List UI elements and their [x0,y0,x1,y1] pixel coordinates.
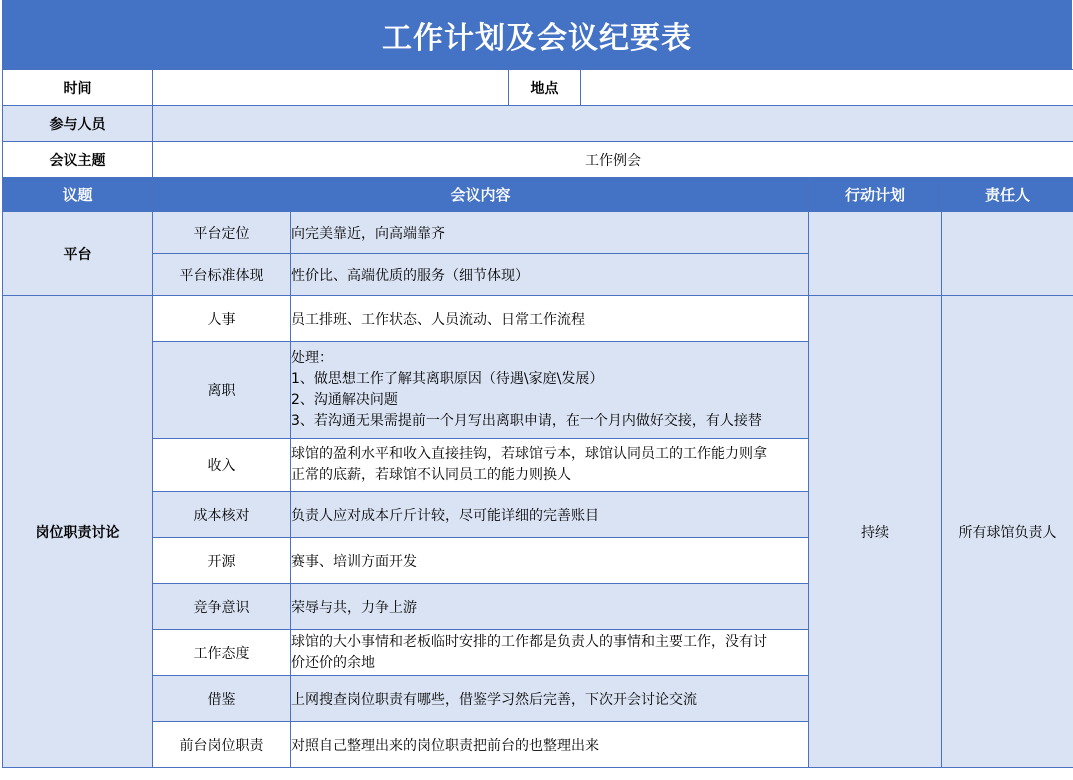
content-line: 3、若沟通无果需提前一个月写出离职申请，在一个月内做好交接，有人接替 [291,413,762,429]
owner-cell[interactable] [942,212,1073,296]
header-content: 会议内容 [153,178,809,212]
content-cell[interactable]: 上网搜查岗位职责有哪些，借鉴学习然后完善，下次开会讨论交流 [291,676,809,722]
content-cell[interactable]: 向完美靠近，向高端靠齐 [291,212,809,254]
header-agenda: 议题 [3,178,153,212]
content-line: 2、沟通解决问题 [291,392,398,408]
content-line: 球馆的大小事情和老板临时安排的工作都是负责人的事情和主要工作，没有讨 [291,633,767,650]
content-cell[interactable]: 负责人应对成本斤斤计较，尽可能详细的完善账目 [291,492,809,538]
place-label: 地点 [509,70,581,106]
content-cell[interactable] [291,342,809,439]
action-cell[interactable] [809,212,942,296]
participants-label: 参与人员 [3,106,153,142]
sub-topic: 平台定位 [153,212,291,254]
section-name: 岗位职责讨论 [3,296,153,768]
place-value-cell[interactable] [581,70,1073,106]
content-cell[interactable] [291,439,809,492]
sub-topic: 成本核对 [153,492,291,538]
time-label: 时间 [3,70,153,106]
sub-topic: 收入 [153,439,291,492]
content-cell[interactable]: 荣辱与共，力争上游 [291,584,809,630]
section-name: 平台 [3,212,153,296]
topic-label: 会议主题 [3,142,153,178]
topic-value-cell[interactable]: 工作例会 [153,142,1073,178]
participants-value-cell[interactable] [153,106,1073,142]
content-cell[interactable]: 对照自己整理出来的岗位职责把前台的也整理出来 [291,722,809,768]
content-cell[interactable]: 员工排班、工作状态、人员流动、日常工作流程 [291,296,809,342]
content-line: 正常的底薪，若球馆不认同员工的能力则换人 [291,467,571,483]
sub-topic: 前台岗位职责 [153,722,291,768]
sub-topic: 离职 [153,342,291,439]
sub-topic: 人事 [153,296,291,342]
content-line: 球馆的盈利水平和收入直接挂钩，若球馆亏本，球馆认同员工的工作能力则拿 [291,446,767,462]
content-line: 处理： [291,350,333,366]
action-cell[interactable]: 持续 [809,296,942,768]
content-line: 价还价的余地 [291,654,375,671]
sub-topic: 借鉴 [153,676,291,722]
sub-topic: 竞争意识 [153,584,291,630]
sub-topic: 开源 [153,538,291,584]
content-cell[interactable]: 性价比、高端优质的服务（细节体现） [291,254,809,296]
header-owner: 责任人 [942,178,1073,212]
content-cell[interactable]: 赛事、培训方面开发 [291,538,809,584]
owner-cell[interactable]: 所有球馆负责人 [942,296,1073,768]
sub-topic: 工作态度 [153,630,291,676]
content-line: 1、做思想工作了解其离职原因（待遇\家庭\发展） [291,371,604,387]
sheet-title: 工作计划及会议纪要表 [2,0,1072,69]
sub-topic: 平台标准体现 [153,254,291,296]
content-cell[interactable] [291,630,809,676]
time-value-cell[interactable] [153,70,509,106]
meeting-table [2,69,1073,768]
header-action: 行动计划 [809,178,942,212]
